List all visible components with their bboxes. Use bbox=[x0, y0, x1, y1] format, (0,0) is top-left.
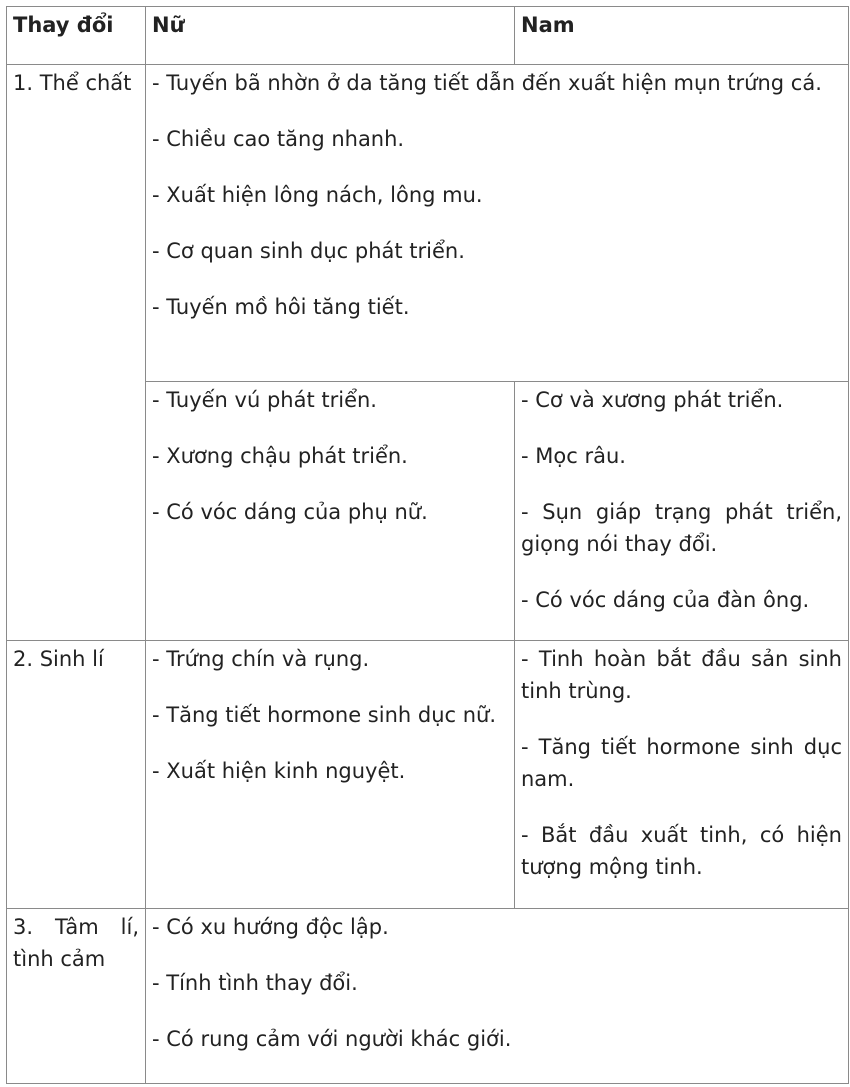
list-item: - Tuyến bã nhờn ở da tăng tiết dẫn đến xuất hiện mụn trứng cá. bbox=[152, 71, 822, 95]
the-chat-nam-cell bbox=[515, 382, 849, 641]
list-item: - Tính tình thay đổi. bbox=[152, 971, 358, 995]
list-item: - Trứng chín và rụng. bbox=[152, 647, 370, 671]
list-item: - Tăng tiết hormone sinh dục nam. bbox=[521, 735, 842, 791]
header-row bbox=[7, 7, 849, 65]
list-item: - Bắt đầu xuất tinh, có hiện tượng mộng tinh. bbox=[521, 823, 842, 879]
list-item: - Có xu hướng độc lập. bbox=[152, 915, 389, 939]
list-item: - Mọc râu. bbox=[521, 444, 626, 468]
sinh-li-nu-cell bbox=[146, 641, 515, 909]
the-chat-common-cell bbox=[146, 65, 849, 382]
list-item: - Tăng tiết hormone sinh dục nữ. bbox=[152, 703, 497, 727]
row-sinh-li bbox=[7, 641, 849, 909]
sinh-li-nam-cell bbox=[515, 641, 849, 909]
list-item: - Xương chậu phát triển. bbox=[152, 444, 408, 468]
list-item: - Chiều cao tăng nhanh. bbox=[152, 127, 405, 151]
list-item: - Cơ và xương phát triển. bbox=[521, 388, 784, 412]
list-item: - Sụn giáp trạng phát triển, giọng nói thay đổi. bbox=[521, 500, 842, 556]
list-item: - Có vóc dáng của đàn ông. bbox=[521, 588, 810, 612]
row-tam-li bbox=[7, 909, 849, 1084]
list-item: - Xuất hiện kinh nguyệt. bbox=[152, 759, 406, 783]
tam-li-common-cell bbox=[146, 909, 849, 1084]
row-label-sinh-li: 2. Sinh lí bbox=[7, 641, 146, 909]
header-thay-doi: Thay đổi bbox=[7, 7, 146, 65]
list-item: - Tinh hoàn bắt đầu sản sinh tinh trùng. bbox=[521, 647, 842, 703]
row-the-chat-common bbox=[7, 65, 849, 382]
header-nu: Nữ bbox=[146, 7, 515, 65]
list-item: - Có vóc dáng của phụ nữ. bbox=[152, 500, 428, 524]
the-chat-nu-cell bbox=[146, 382, 515, 641]
list-item: - Có rung cảm với người khác giới. bbox=[152, 1027, 512, 1051]
list-item: - Cơ quan sinh dục phát triển. bbox=[152, 239, 465, 263]
list-item: - Xuất hiện lông nách, lông mu. bbox=[152, 183, 483, 207]
header-nam: Nam bbox=[515, 7, 849, 65]
puberty-changes-table bbox=[6, 6, 849, 1084]
row-label-the-chat: 1. Thể chất bbox=[7, 65, 146, 641]
list-item: - Tuyến mồ hôi tăng tiết. bbox=[152, 295, 410, 319]
row-label-tam-li: 3. Tâm lí, tình cảm bbox=[7, 909, 146, 1084]
list-item: - Tuyến vú phát triển. bbox=[152, 388, 377, 412]
